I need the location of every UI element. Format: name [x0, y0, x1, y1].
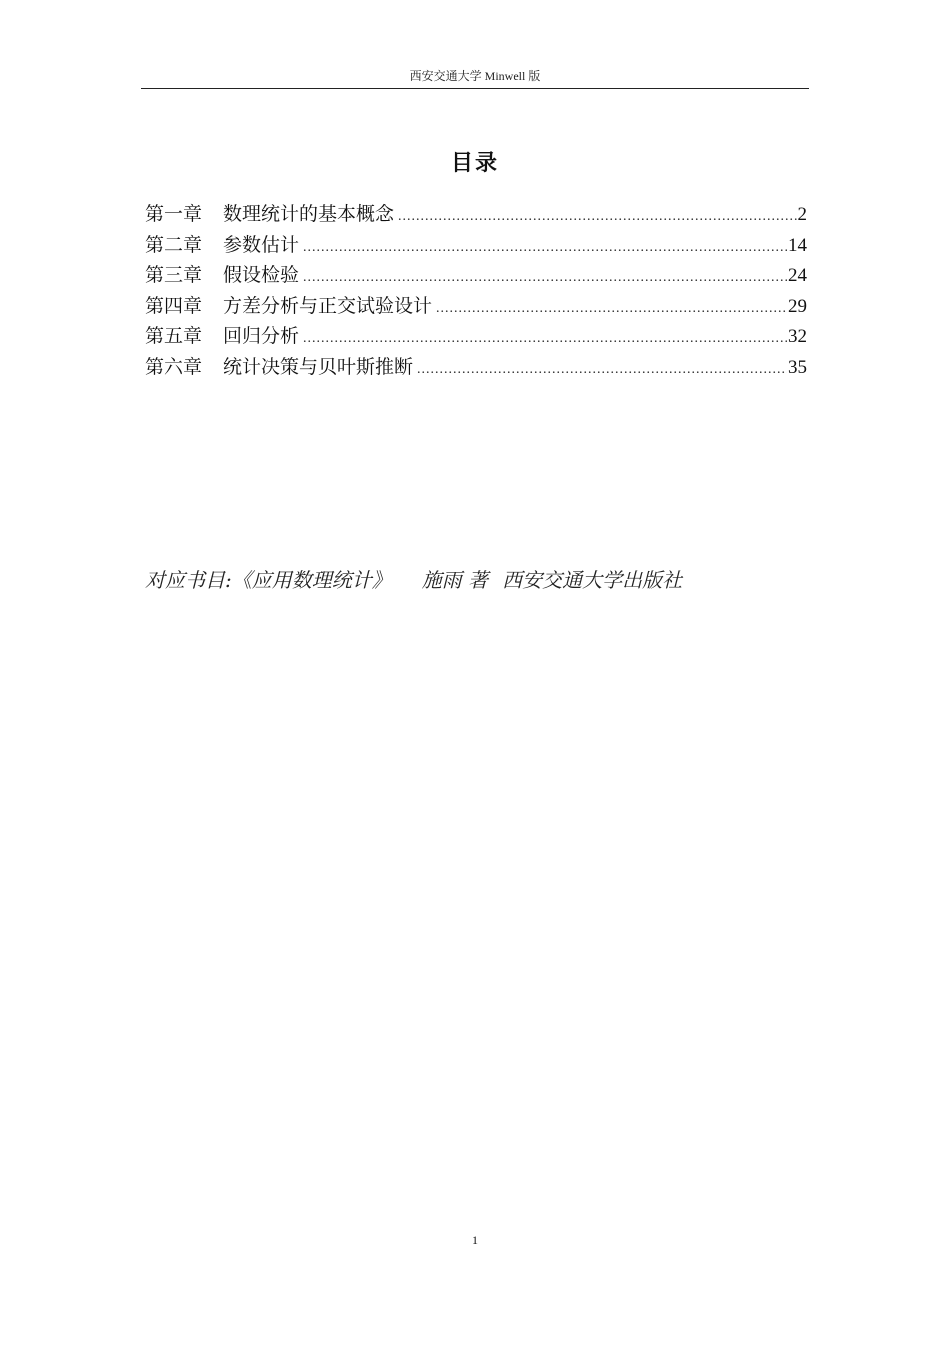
- toc-chapter-number: 第二章: [145, 233, 203, 256]
- toc-page-number: 2: [797, 204, 807, 225]
- toc-dot-leader: [417, 355, 787, 385]
- toc-chapter-number: 第四章: [145, 294, 203, 317]
- toc-dot-leader: [303, 324, 787, 354]
- toc-dot-leader: [436, 294, 787, 324]
- toc-chapter-number: 第五章: [145, 325, 203, 347]
- page-number: 1: [472, 1233, 478, 1247]
- toc-chapter-title: 方差分析与正交试验设计: [223, 294, 433, 317]
- toc-chapter-title: 统计决策与贝叶斯推断: [223, 355, 414, 378]
- toc-entry[interactable]: [145, 321, 807, 352]
- toc-chapter-title: 假设检验: [223, 264, 300, 286]
- toc-dot-leader: [303, 233, 787, 263]
- toc-chapter-number: 第三章: [145, 264, 203, 286]
- toc-chapter-title: 回归分析: [223, 325, 300, 347]
- toc-entry[interactable]: [145, 199, 807, 230]
- page-header: [141, 66, 809, 89]
- toc-entry[interactable]: [145, 230, 807, 261]
- toc-entry[interactable]: [145, 291, 807, 322]
- toc-title: 目录: [450, 151, 499, 176]
- toc-chapter-number: 第六章: [145, 355, 203, 378]
- toc-page-number: 14: [788, 234, 807, 256]
- toc-dot-leader: [398, 202, 796, 232]
- header-text: 西安交通大学 Minwell 版: [409, 69, 541, 83]
- book-reference: [145, 565, 682, 595]
- toc-chapter-number: 第一章: [145, 203, 203, 225]
- toc-entry[interactable]: [145, 260, 807, 291]
- reference-publisher: 西安交通大学出版社: [502, 568, 683, 592]
- toc-page-number: 24: [788, 265, 807, 286]
- toc-chapter-title: 参数估计: [223, 233, 300, 256]
- toc-entry[interactable]: [145, 352, 807, 383]
- toc-dot-leader: [303, 263, 787, 293]
- reference-author: 施雨 著: [421, 568, 489, 592]
- table-of-contents: [145, 199, 807, 382]
- toc-page-number: 35: [788, 356, 807, 378]
- toc-page-number: 29: [788, 295, 807, 317]
- toc-chapter-title: 数理统计的基本概念: [223, 203, 395, 225]
- toc-page-number: 32: [788, 326, 807, 347]
- reference-label: 对应书目:《应用数理统计》: [145, 568, 392, 592]
